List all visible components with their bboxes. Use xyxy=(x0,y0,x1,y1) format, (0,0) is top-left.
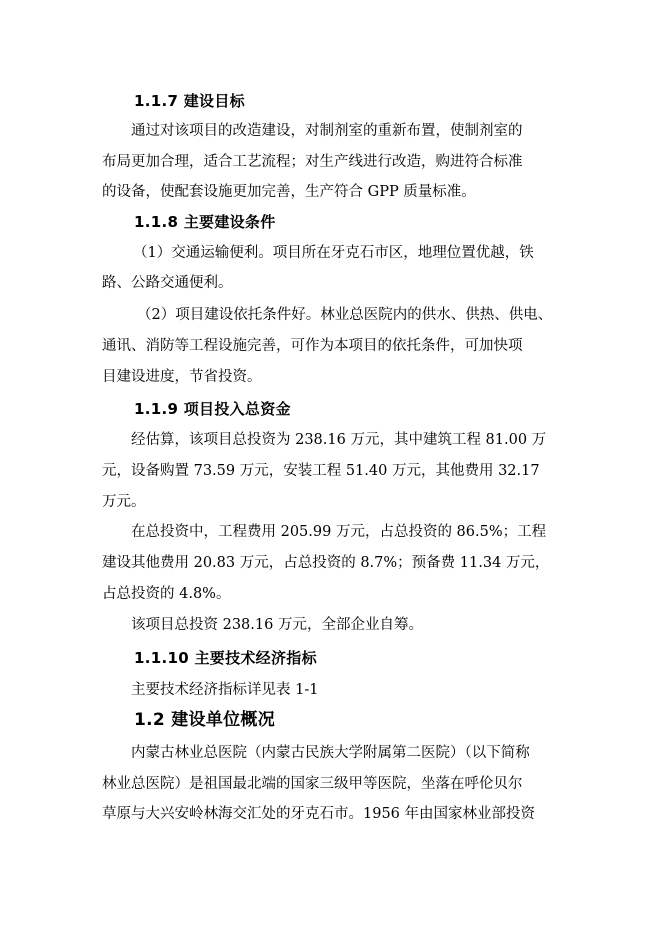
paragraph-line: 经估算，该项目总投资为 238.16 万元，其中建筑工程 81.00 万 xyxy=(131,432,547,448)
paragraph-line: 建设其他费用 20.83 万元，占总投资的 8.7%；预备费 11.34 万元， xyxy=(102,555,550,571)
paragraph-line: 林业总医院）是祖国最北端的国家三级甲等医院，坐落在呼伦贝尔 xyxy=(102,776,523,792)
paragraph-line: 的设备，使配套设施更加完善，生产符合 GPP 质量标准。 xyxy=(102,184,476,200)
heading-1-2: 1.2 建设单位概况 xyxy=(134,710,276,730)
heading-1-1-8: 1.1.8 主要建设条件 xyxy=(134,213,276,231)
paragraph-line: 通过对该项目的改造建设，对制剂室的重新布置，使制剂室的 xyxy=(131,123,523,139)
heading-1-1-9: 1.1.9 项目投入总资金 xyxy=(134,400,291,418)
paragraph-line: 目建设进度，节省投资。 xyxy=(102,369,262,385)
paragraph-line: 占总投资的 4.8%。 xyxy=(102,586,231,602)
paragraph-line: 在总投资中，工程费用 205.99 万元，占总投资的 86.5%；工程 xyxy=(131,524,547,540)
paragraph-line: 元，设备购置 73.59 万元，安装工程 51.40 万元，其他费用 32.17 xyxy=(102,463,540,479)
heading-1-1-7: 1.1.7 建设目标 xyxy=(134,92,245,110)
paragraph-line: 路、公路交通便利。 xyxy=(102,275,233,291)
heading-1-1-10: 1.1.10 主要技术经济指标 xyxy=(134,649,317,667)
paragraph-line: 通讯、消防等工程设施完善，可作为本项目的依托条件，可加快项 xyxy=(102,338,523,354)
paragraph-line: 万元。 xyxy=(102,494,146,510)
paragraph-line: 草原与大兴安岭林海交汇处的牙克石市。1956 年由国家林业部投资 xyxy=(102,806,536,822)
paragraph-line: 布局更加合理，适合工艺流程；对生产线进行改造，购进符合标准 xyxy=(102,154,523,170)
paragraph-line: （2）项目建设依托条件好。林业总医院内的供水、供热、供电、 xyxy=(137,307,553,323)
paragraph-line: 主要技术经济指标详见表 1-1 xyxy=(131,682,319,698)
paragraph-line: 内蒙古林业总医院（内蒙古民族大学附属第二医院）（以下简称 xyxy=(131,745,530,761)
paragraph-line: （1）交通运输便利。项目所在牙克石市区，地理位置优越，铁 xyxy=(133,245,534,261)
paragraph-line: 该项目总投资 238.16 万元，全部企业自筹。 xyxy=(131,617,423,633)
